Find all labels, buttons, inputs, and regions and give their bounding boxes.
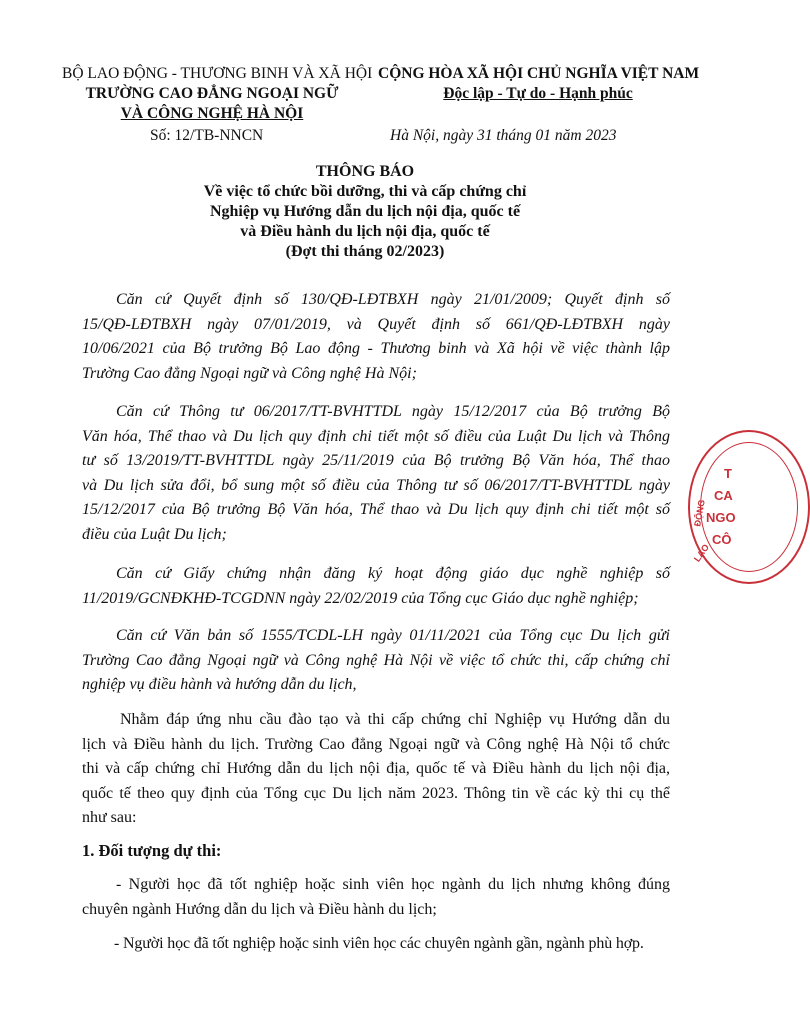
p1-line: Trường Cao đẳng Ngoại ngữ và Công nghệ Hà Nội;: [82, 364, 417, 382]
p2-line: điều của Luật Du lịch;: [82, 525, 227, 543]
section-1-title: 1. Đối tượng dự thi:: [82, 841, 222, 860]
p1-line: Căn cứ Quyết định số 130/QĐ-LĐTBXH ngày 21/01/2009; Quyết định số: [116, 291, 670, 308]
school-name-line1: TRƯỜNG CAO ĐẲNG NGOẠI NGỮ: [85, 85, 339, 102]
notice-subject-line4: (Đợt thi tháng 02/2023): [285, 243, 445, 260]
p4-line: Trường Cao đẳng Ngoại ngữ và Công nghệ Hà Nội về việc tổ chức thi, cấp chứng chỉ: [82, 651, 670, 669]
country-name: CỘNG HÒA XÃ HỘI CHỦ NGHĨA VIỆT NAM: [378, 65, 700, 82]
p4-line: nghiệp vụ điều hành và hướng dẫn du lịch,: [82, 676, 357, 694]
legal-basis-paragraph-2: [82, 400, 670, 548]
notice-subject-line1: Về việc tổ chức bồi dưỡng, thi và cấp chứng chỉ: [203, 183, 527, 200]
p2-line: và Du lịch sửa đổi, bổ sung một số điều của Thông tư số 06/2017/TT-BVHTTDL ngày: [82, 476, 670, 494]
notice-title-block: [130, 162, 600, 262]
header-right: [378, 64, 698, 104]
p2-line: Căn cứ Thông tư 06/2017/TT-BVHTTDL ngày 15/12/2017 của Bộ trưởng Bộ: [116, 403, 670, 420]
p2-line: 15/12/2017 của Bộ trưởng Bộ Văn hóa, Thể thao và Du lịch quy định chi tiết một số: [82, 501, 670, 519]
p2-line: Văn hóa, Thể thao và Du lịch quy định chi tiết một số điều của Luật Du lịch và Thông: [82, 427, 670, 445]
p1-line: 15/QĐ-LĐTBXH ngày 07/01/2019, và Quyết định số 661/QĐ-LĐTBXH ngày: [82, 315, 670, 333]
section-1-item-1: [82, 873, 670, 922]
purpose-paragraph: [82, 708, 670, 831]
p5-line: Nhằm đáp ứng nhu cầu đào tạo và thi cấp chứng chỉ Nghiệp vụ Hướng dẫn du: [120, 711, 670, 728]
header-left: [62, 64, 373, 124]
school-name-line2: [62, 104, 362, 124]
notice-heading: THÔNG BÁO: [315, 163, 415, 180]
p3-line: Căn cứ Giấy chứng nhận đăng ký hoạt động giáo dục nghề nghiệp số: [116, 565, 670, 582]
s1-item1-line: chuyên ngành Hướng dẫn du lịch và Điều hành du lịch;: [82, 900, 437, 918]
p5-line: quốc tế theo quy định của Tổng cục Du lịch năm 2023. Thông tin về các kỳ thi cụ thể: [82, 784, 670, 802]
ministry-name: BỘ LAO ĐỘNG - THƯƠNG BINH VÀ XÃ HỘI: [62, 65, 373, 82]
place-date: Hà Nội, ngày 31 tháng 01 năm 2023: [390, 127, 617, 144]
p5-line: như sau:: [82, 809, 137, 827]
legal-basis-paragraph-4: [82, 624, 670, 698]
stamp-text: NGO: [706, 510, 736, 525]
s1-item2-line: - Người học đã tốt nghiệp hoặc sinh viên học các chuyên ngành gần, ngành phù hợp.: [114, 935, 644, 952]
legal-basis-paragraph-1: [82, 288, 670, 386]
p4-line: Căn cứ Văn bản số 1555/TCDL-LH ngày 01/11/2021 của Tổng cục Du lịch gửi: [116, 627, 670, 644]
notice-subject-line2: Nghiệp vụ Hướng dẫn du lịch nội địa, quốc tế: [209, 203, 521, 220]
official-stamp: [688, 430, 810, 584]
p3-line: 11/2019/GCNĐKHĐ-TCGDNN ngày 22/02/2019 của Tổng cục Giáo dục nghề nghiệp;: [82, 589, 639, 607]
p2-line: tư số 13/2019/TT-BVHTTDL ngày 25/11/2019 của Bộ trưởng Bộ Văn hóa, Thể thao: [82, 452, 670, 470]
stamp-text: T: [724, 466, 732, 481]
notice-subject-line3: và Điều hành du lịch nội địa, quốc tế: [240, 223, 490, 240]
stamp-arc-text: ĐỘNG: [692, 498, 707, 528]
stamp-text: CÔ: [712, 532, 732, 547]
p5-line: thi và cấp chứng chỉ Hướng dẫn du lịch nội địa, quốc tế và Điều hành du lịch nội địa,: [82, 760, 670, 778]
motto-text: Độc lập - Tự do - Hạnh phúc: [443, 85, 633, 102]
s1-item1-line: - Người học đã tốt nghiệp hoặc sinh viên học ngành du lịch nhưng không đúng: [116, 876, 670, 893]
document-number: Số: 12/TB-NNCN: [150, 127, 264, 144]
p5-line: lịch và Điều hành du lịch. Trường Cao đẳng Ngoại ngữ và Công nghệ Hà Nội tổ chức: [82, 735, 670, 753]
legal-basis-paragraph-3: [82, 562, 670, 611]
stamp-text: CA: [714, 488, 733, 503]
stamp-inner-ring: [700, 442, 798, 572]
school-name-line2-text: VÀ CÔNG NGHỆ HÀ NỘI: [120, 105, 304, 122]
stamp-arc-text: LAO: [691, 542, 712, 564]
p1-line: 10/06/2021 của Bộ trưởng Bộ Lao động - Thương binh và Xã hội về việc thành lập: [82, 340, 670, 358]
section-1-item-2: [82, 932, 670, 957]
motto: [378, 84, 698, 104]
